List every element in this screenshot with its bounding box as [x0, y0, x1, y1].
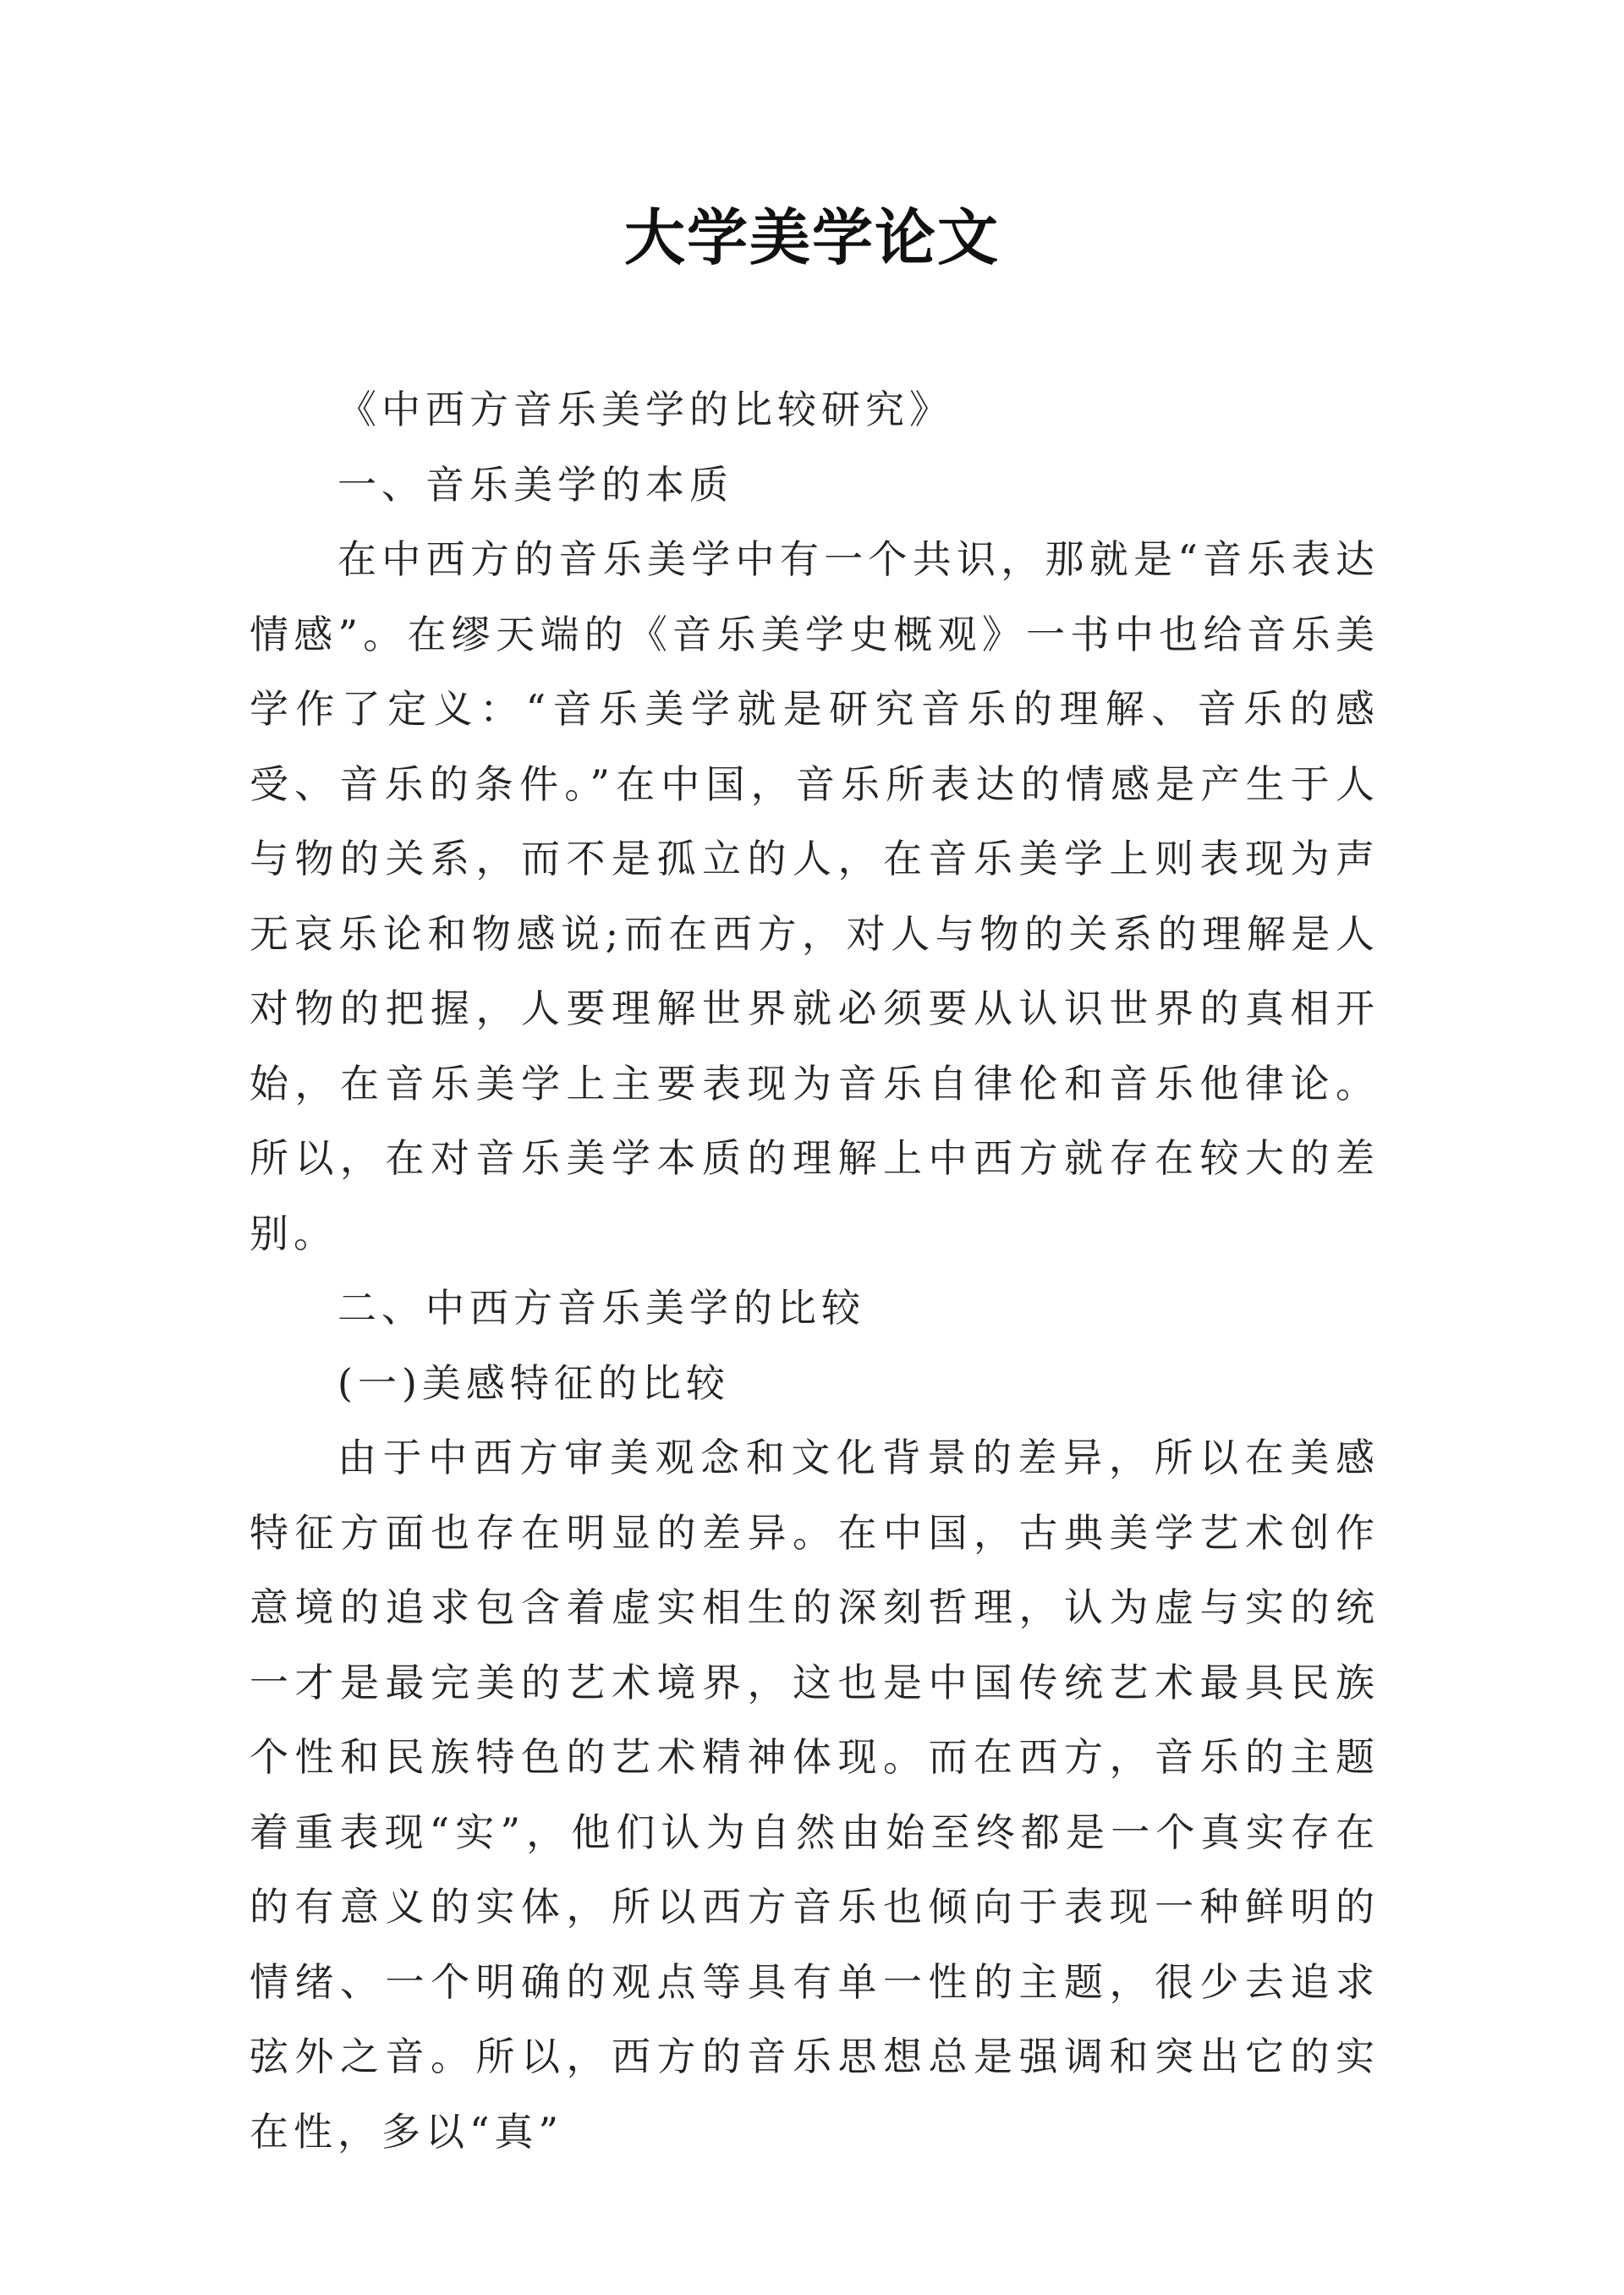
subsection-heading-1: (一)美感特征的比较 — [337, 1359, 730, 1406]
document-body — [250, 372, 1380, 2169]
section-heading-2: 二、中西方音乐美学的比较 — [337, 1285, 865, 1331]
body-paragraph: 在中西方的音乐美学中有一个共识，那就是“音乐表达情感”。在缪天端的《音乐美学史概观》一书中也给音乐美学作了定义：“音乐美学就是研究音乐的理解、音乐的感受、音乐的条件。”在中国，音乐所表达的情感是产生于人与物的关系，而不是孤立的人，在音乐美学上则表现为声无哀乐论和物感说;而在西方，对人与物的关系的理解是人对物的把握，人要理解世界就必须要从认识世界的真相开始，在音乐美学上主要表现为音乐自律伦和音乐他律论。所以，在对音乐美学本质的理解上中西方就存在较大的差别。 — [250, 536, 1380, 1256]
body-paragraph: 由于中西方审美观念和文化背景的差异，所以在美感特征方面也存在明显的差异。在中国，古典美学艺术创作意境的追求包含着虚实相生的深刻哲理，认为虚与实的统一才是最完美的艺术境界，这也是中国传统艺术最具民族个性和民族特色的艺术精神体现。而在西方，音乐的主题着重表现“实”，他们认为自然由始至终都是一个真实存在的有意义的实体，所以西方音乐也倾向于表现一种鲜明的情绪、一个明确的观点等具有单一性的主题，很少去追求弦外之音。所以，西方的音乐思想总是强调和突出它的实在性，多以“真” — [250, 1435, 1380, 2155]
section-heading-1: 一、音乐美学的本质 — [337, 461, 733, 508]
document-title: 大学美学论文 — [623, 202, 1000, 273]
essay-title-paragraph: 《中西方音乐美学的比较研究》 — [337, 387, 953, 432]
